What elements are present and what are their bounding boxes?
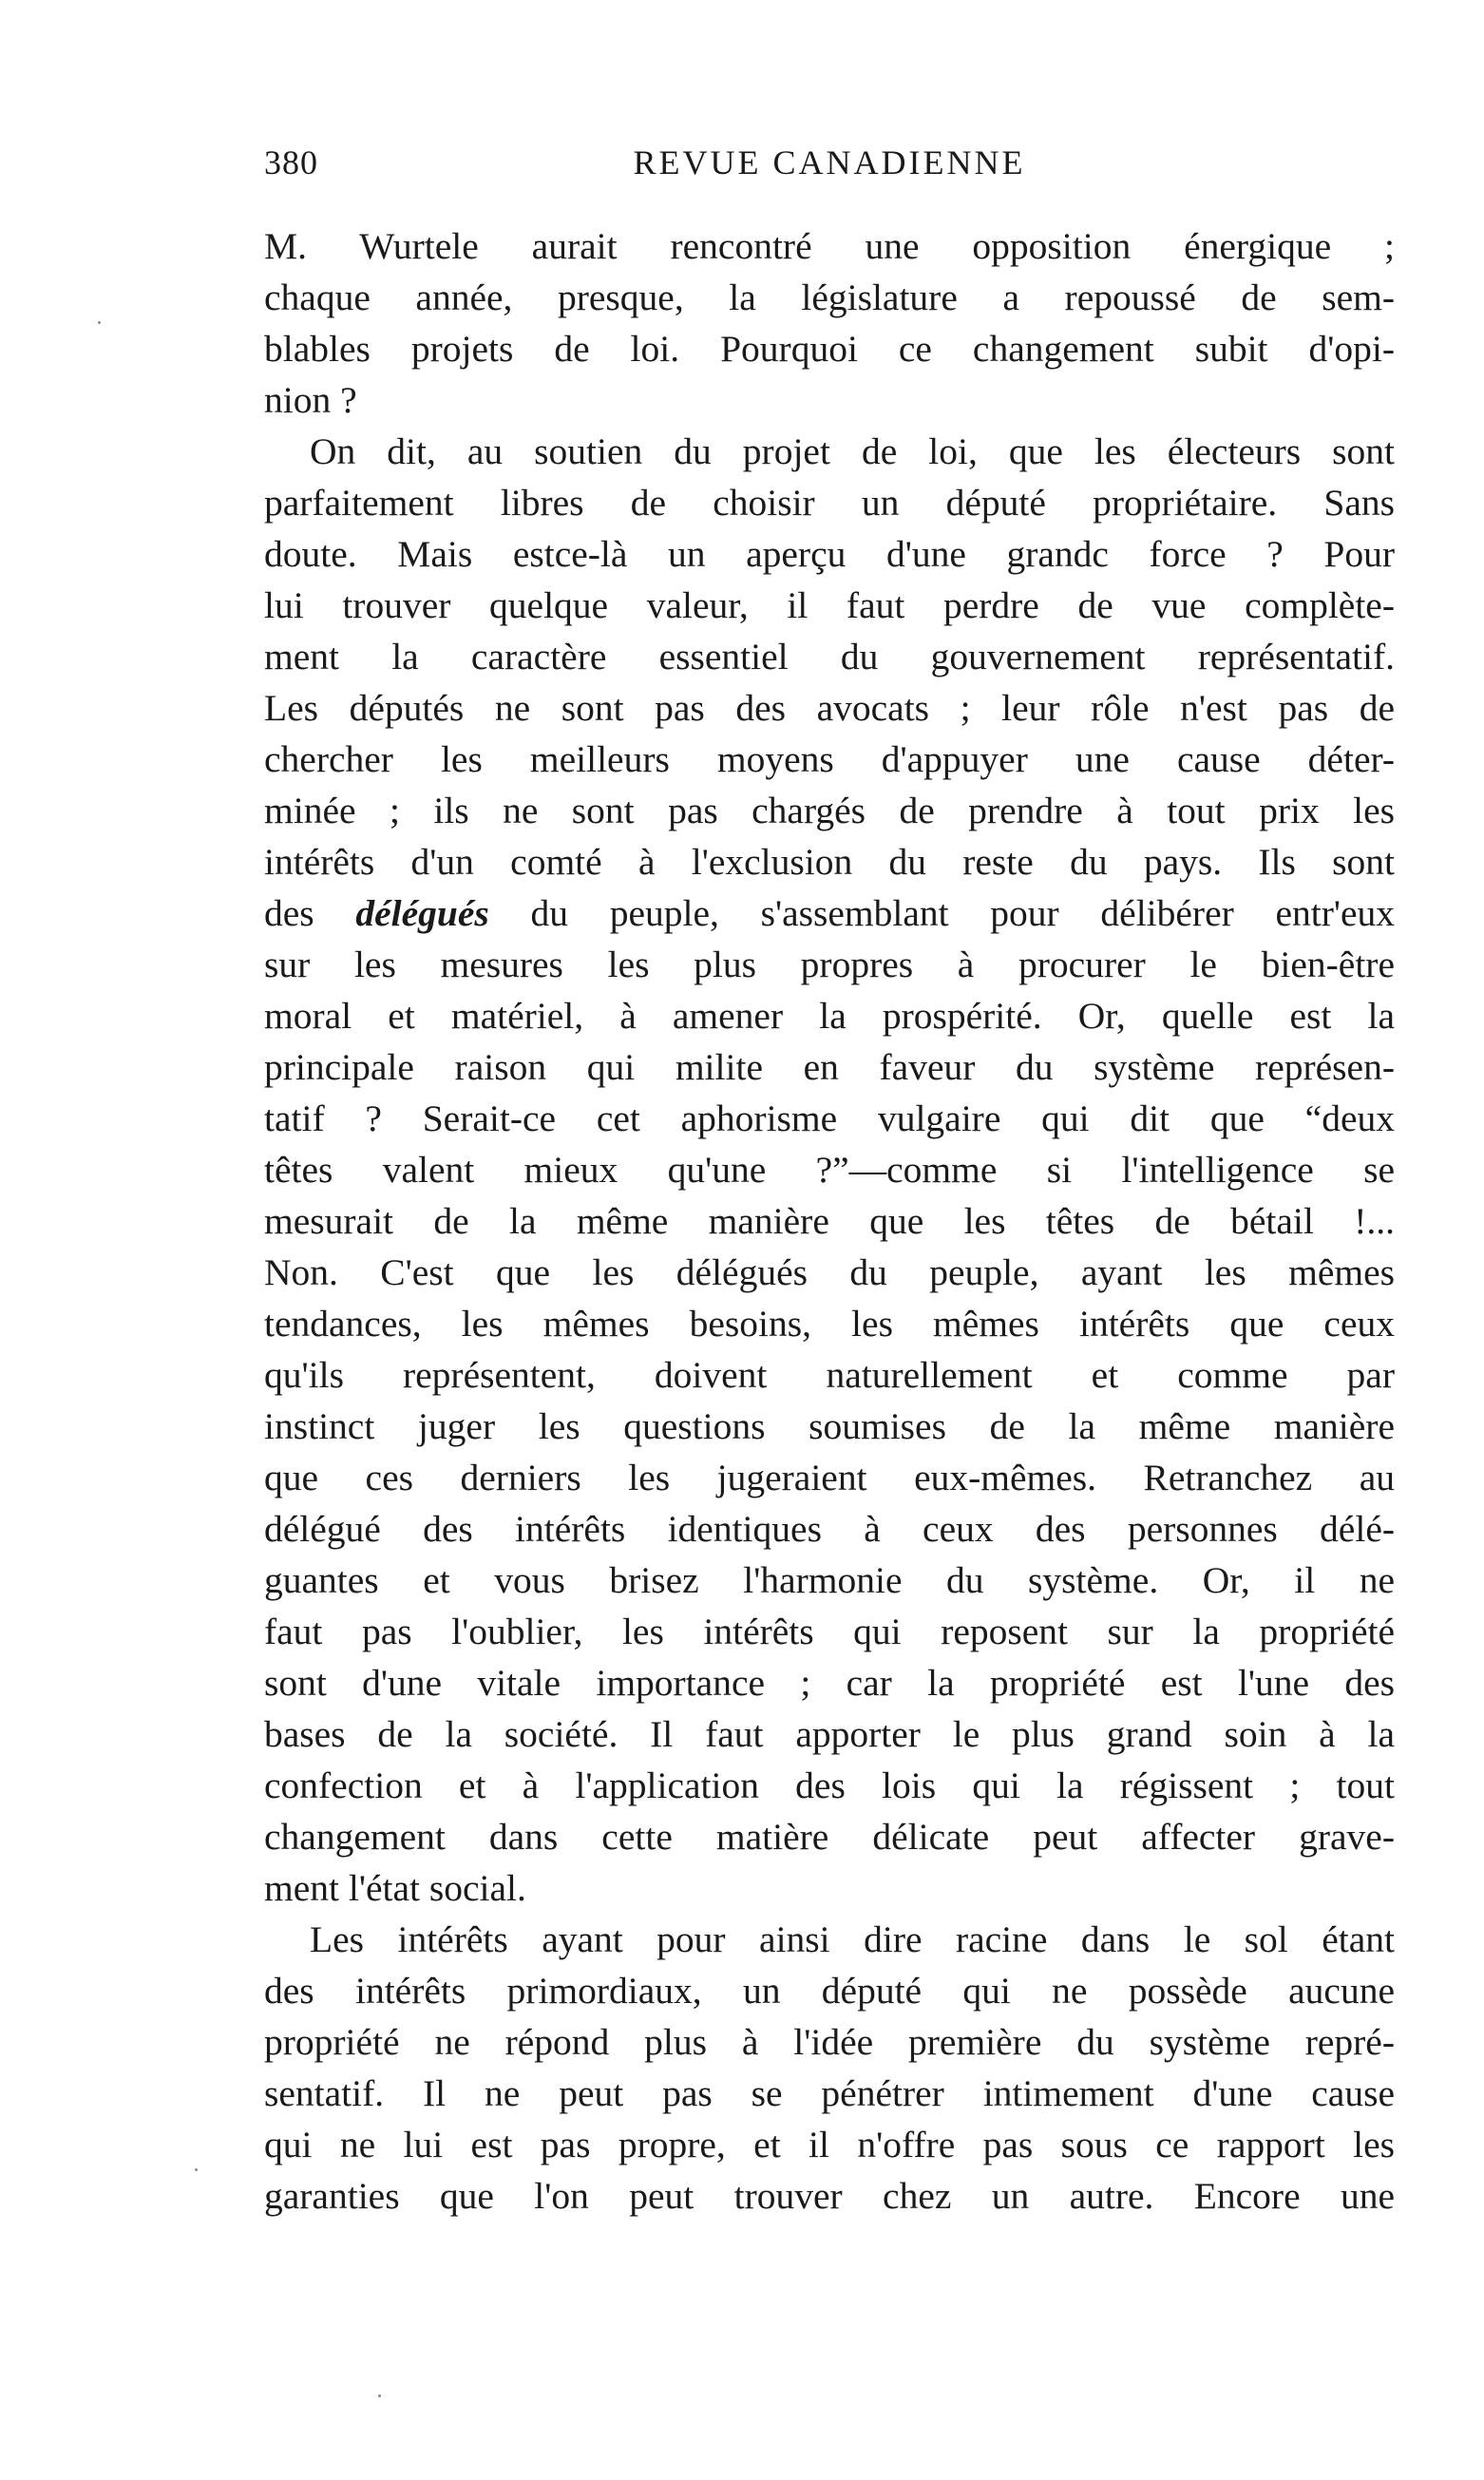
text-line: tatif ? Serait-ce cet aphorisme vulgaire qui dit que “deux bbox=[264, 1097, 1395, 1139]
text-line: ment l'état social. bbox=[264, 1867, 526, 1909]
text-line: qu'ils représentent, doivent naturellement et comme par bbox=[264, 1354, 1395, 1396]
text-line: M. Wurtele aurait rencontré une opposition énergique ; bbox=[264, 225, 1395, 267]
page-header bbox=[264, 143, 1395, 200]
text-line: minée ; ils ne sont pas chargés de prendre à tout prix les bbox=[264, 790, 1395, 831]
text-line: que ces derniers les jugeraient eux-mêmes. Retranchez au bbox=[264, 1457, 1395, 1498]
text-line: ment la caractère essentiel du gouvernement représentatif. bbox=[264, 636, 1395, 677]
text-line: chercher les meilleurs moyens d'appuyer une cause déter- bbox=[264, 738, 1395, 780]
text-line: blables projets de loi. Pourquoi ce changement subit d'opi- bbox=[264, 328, 1395, 370]
paragraph-start-line: On dit, au soutien du projet de loi, que les électeurs sont bbox=[310, 430, 1395, 472]
text-line: doute. Mais estce-là un aperçu d'une grandc force ? Pour bbox=[264, 533, 1395, 575]
emphasized-term: délégués bbox=[355, 892, 489, 934]
running-head: REVUE CANADIENNE bbox=[633, 143, 1026, 181]
text-line-with-emphasis bbox=[264, 887, 1395, 939]
text-line: garanties que l'on peut trouver chez un autre. Encore une bbox=[264, 2175, 1395, 2217]
text-line: instinct juger les questions soumises de la même manière bbox=[264, 1405, 1395, 1447]
text-line: tendances, les mêmes besoins, les mêmes intérêts que ceux bbox=[264, 1303, 1395, 1345]
line-remainder: du peuple, s'assemblant pour délibérer entr'eux bbox=[530, 892, 1395, 934]
paper-speck bbox=[378, 2394, 381, 2397]
text-line: sont d'une vitale importance ; car la propriété est l'une des bbox=[264, 1662, 1395, 1704]
text-line: confection et à l'application des lois qui la régissent ; tout bbox=[264, 1765, 1395, 1806]
text-line: sur les mesures les plus propres à procurer le bien-être bbox=[264, 944, 1395, 985]
paragraph-start-line: Les intérêts ayant pour ainsi dire racine dans le sol étant bbox=[310, 1918, 1395, 1960]
text-line: intérêts d'un comté à l'exclusion du reste du pays. Ils sont bbox=[264, 841, 1395, 883]
text-line: parfaitement libres de choisir un député propriétaire. Sans bbox=[264, 482, 1395, 524]
text-line: changement dans cette matière délicate peut affecter grave- bbox=[264, 1816, 1395, 1858]
text-line: lui trouver quelque valeur, il faut perdre de vue complète- bbox=[264, 584, 1395, 626]
text-line: chaque année, presque, la législature a repoussé de sem- bbox=[264, 277, 1395, 318]
page-number: 380 bbox=[264, 143, 318, 181]
text-line: faut pas l'oublier, les intérêts qui reposent sur la propriété bbox=[264, 1611, 1395, 1652]
line-prefix: des bbox=[264, 892, 314, 934]
text-line: qui ne lui est pas propre, et il n'offre pas sous ce rapport les bbox=[264, 2124, 1395, 2165]
text-line: sentatif. Il ne peut pas se pénétrer intimement d'une cause bbox=[264, 2072, 1395, 2114]
text-line: bases de la société. Il faut apporter le plus grand soin à la bbox=[264, 1713, 1395, 1755]
text-line: principale raison qui milite en faveur du système représen- bbox=[264, 1046, 1395, 1088]
text-line: têtes valent mieux qu'une ?”—comme si l'intelligence se bbox=[264, 1149, 1395, 1191]
text-line: mesurait de la même manière que les têtes de bétail !... bbox=[264, 1200, 1395, 1242]
body-text bbox=[264, 220, 1395, 2222]
paper-speck bbox=[195, 2168, 198, 2171]
paper-speck bbox=[98, 321, 101, 324]
text-line: nion ? bbox=[264, 379, 357, 421]
text-line: Les députés ne sont pas des avocats ; leur rôle n'est pas de bbox=[264, 687, 1395, 729]
text-line: délégué des intérêts identiques à ceux des personnes délé- bbox=[264, 1508, 1395, 1550]
text-line: propriété ne répond plus à l'idée première du système repré- bbox=[264, 2021, 1395, 2063]
text-line: Non. C'est que les délégués du peuple, ayant les mêmes bbox=[264, 1251, 1395, 1293]
text-line: des intérêts primordiaux, un député qui ne possède aucune bbox=[264, 1970, 1395, 2012]
text-line: moral et matériel, à amener la prospérité. Or, quelle est la bbox=[264, 995, 1395, 1037]
text-line: guantes et vous brisez l'harmonie du système. Or, il ne bbox=[264, 1559, 1395, 1601]
